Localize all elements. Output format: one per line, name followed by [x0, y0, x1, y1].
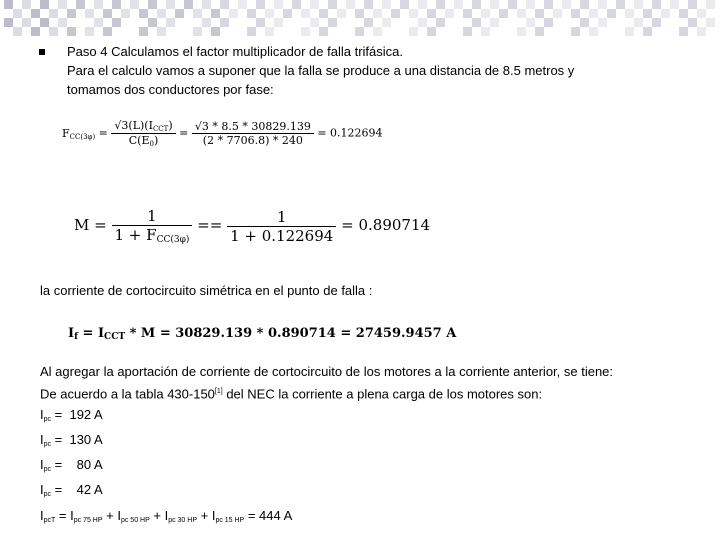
checker-square: [40, 18, 49, 27]
checker-square: [337, 9, 346, 18]
checker-square: [4, 18, 13, 27]
checker-square: [310, 18, 319, 27]
checker-square: [697, 27, 706, 36]
checker-square: [634, 0, 643, 9]
m-equals-1: =: [94, 216, 107, 234]
checker-square: [157, 9, 166, 18]
checker-square: [166, 0, 175, 9]
if-rest: * M = 30829.139 * 0.890714 = 27459.9457 A: [129, 326, 457, 341]
checker-square: [427, 27, 436, 36]
fcc-equals-3: =: [317, 126, 327, 140]
checker-square: [265, 9, 274, 18]
checker-square: [265, 27, 274, 36]
checker-square: [202, 18, 211, 27]
checker-square: [49, 9, 58, 18]
fcc-result: 0.122694: [330, 126, 383, 140]
step-line-3: tomamos dos conductores por fase:: [67, 82, 274, 97]
checker-square: [247, 9, 256, 18]
checker-square: [409, 9, 418, 18]
checker-square: [301, 27, 310, 36]
checker-square: [139, 9, 148, 18]
checker-square: [175, 9, 184, 18]
step-line-2: Para el calculo vamos a suponer que la falla se produce a una distancia de 8.5 metros y: [67, 63, 575, 78]
checker-square: [112, 18, 121, 27]
contribution-line-2: De acuerdo a la tabla 430-150[1] del NEC la corriente a plena carga de los motores son:: [40, 386, 543, 402]
checker-square: [643, 27, 652, 36]
checker-square: [382, 18, 391, 27]
step-4-text: [67, 42, 574, 99]
checker-square: [517, 9, 526, 18]
checker-square: [499, 9, 508, 18]
checker-square: [535, 9, 544, 18]
checker-square: [481, 9, 490, 18]
checker-square: [310, 0, 319, 9]
checker-square: [643, 9, 652, 18]
checker-square: [130, 0, 139, 9]
checker-square: [328, 0, 337, 9]
checker-square: [121, 9, 130, 18]
formula-fcc: [62, 119, 383, 148]
fcc-denominator-2: (2 * 7706.8) * 240: [202, 134, 303, 147]
checker-square: [58, 18, 67, 27]
checker-square: [364, 18, 373, 27]
checker-square: [13, 9, 22, 18]
m-lhs: M: [74, 216, 90, 234]
checker-square: [103, 27, 112, 36]
checker-square: [526, 0, 535, 9]
checker-square: [661, 9, 670, 18]
checker-square: [598, 18, 607, 27]
checker-square: [202, 0, 211, 9]
checker-square: [517, 27, 526, 36]
checker-square: [319, 9, 328, 18]
checker-square: [436, 18, 445, 27]
if-equals: =: [82, 326, 94, 341]
checker-square: [94, 0, 103, 9]
checker-square: [112, 0, 121, 9]
current-line-1: $I_{pc} = 192$ A: [40, 406, 103, 423]
checker-square: [607, 9, 616, 18]
checker-square: [184, 0, 193, 9]
checker-square: [157, 27, 166, 36]
checker-square: [679, 27, 688, 36]
checker-square: [445, 9, 454, 18]
m-denominator-2: 1 + 0.122694: [230, 226, 334, 245]
checker-square: [679, 9, 688, 18]
checker-square: [391, 9, 400, 18]
current-line-4: $I_{pc}$ = 42 A: [40, 482, 103, 499]
checker-square: [13, 27, 22, 36]
checker-square: [544, 18, 553, 27]
checker-square: [625, 9, 634, 18]
checker-square: [238, 0, 247, 9]
checker-square: [472, 0, 481, 9]
checker-square: [22, 18, 31, 27]
checker-square: [697, 9, 706, 18]
formula-m: [74, 207, 430, 245]
current-line-2: $I_{pc} = 130$ A: [40, 431, 103, 448]
checker-square: [256, 18, 265, 27]
checker-square: [580, 18, 589, 27]
checker-square: [625, 27, 634, 36]
if-lhs: $I_f$: [68, 326, 78, 342]
checker-square: [76, 0, 85, 9]
checker-square: [598, 0, 607, 9]
checker-square: [472, 18, 481, 27]
checker-square: [652, 18, 661, 27]
checker-square: [283, 9, 292, 18]
checker-square: [139, 27, 148, 36]
fcc-equals-2: =: [179, 126, 189, 140]
checker-square: [490, 0, 499, 9]
footnote-ref[interactable]: [1]: [214, 388, 223, 396]
checker-square: [301, 9, 310, 18]
m-fraction-2: [227, 208, 336, 245]
checker-square: [481, 27, 490, 36]
checker-square: [166, 18, 175, 27]
checker-square: [364, 0, 373, 9]
checker-square: [382, 0, 391, 9]
checker-square: [634, 18, 643, 27]
checker-square: [454, 0, 463, 9]
checker-square: [274, 0, 283, 9]
checker-square: [67, 9, 76, 18]
checker-square: [328, 18, 337, 27]
fcc-fraction-1: [111, 119, 175, 148]
checker-square: [670, 0, 679, 9]
m-equals-2: ==: [197, 216, 223, 234]
checker-square: [148, 18, 157, 27]
m-numerator-2: 1: [276, 207, 287, 226]
motor-contribution-paragraph: [40, 362, 613, 531]
checker-square: [67, 27, 76, 36]
checker-square: [274, 18, 283, 27]
if-icct: $I_{CCT}$: [97, 326, 126, 342]
checker-square: [427, 9, 436, 18]
checker-square: [256, 0, 265, 9]
checker-square: [706, 18, 715, 27]
checker-square: [85, 9, 94, 18]
checker-square: [535, 27, 544, 36]
checker-square: [616, 0, 625, 9]
checker-square: [553, 9, 562, 18]
checker-square: [418, 0, 427, 9]
checker-square: [103, 9, 112, 18]
m-numerator-1: 1: [147, 207, 157, 225]
current-line-3: $I_{pc}$ = 80 A: [40, 457, 103, 474]
checkered-header-decoration: [0, 0, 720, 40]
fcc-numerator-1: $√3(L)(I_{CCT})$: [114, 119, 173, 133]
checker-square: [346, 0, 355, 9]
checker-square: [292, 0, 301, 9]
checker-square: [31, 27, 40, 36]
checker-square: [4, 0, 13, 9]
checker-square: [94, 18, 103, 27]
checker-square: [400, 0, 409, 9]
checker-square: [22, 0, 31, 9]
checker-square: [193, 9, 202, 18]
checker-square: [526, 18, 535, 27]
m-equals-3: =: [341, 216, 354, 234]
checker-square: [580, 0, 589, 9]
checker-square: [508, 0, 517, 9]
checker-square: [571, 9, 580, 18]
checker-square: [58, 0, 67, 9]
fcc-numerator-2: √3 * 8.5 * 30829.139: [194, 120, 311, 133]
checker-square: [418, 18, 427, 27]
checker-square: [373, 27, 382, 36]
checker-square: [463, 27, 472, 36]
checker-square: [562, 0, 571, 9]
total-current-line: $I_{pcT} = I_{pc 75 HP} + I_{pc 50 HP} + I_{pc 30 HP} + I_{pc 15 HP} = 444$ A: [40, 507, 293, 524]
checker-square: [571, 27, 580, 36]
checker-square: [49, 27, 58, 36]
checker-square: [589, 27, 598, 36]
checker-square: [211, 9, 220, 18]
square-bullet-icon: [39, 49, 45, 55]
checker-square: [148, 0, 157, 9]
fcc-denominator-1: $C(E_0)$: [128, 134, 159, 148]
checker-square: [247, 27, 256, 36]
checker-square: [652, 0, 661, 9]
m-result: 0.890714: [358, 216, 431, 234]
checker-square: [355, 27, 364, 36]
checker-square: [436, 0, 445, 9]
checker-square: [463, 9, 472, 18]
checker-square: [688, 0, 697, 9]
checker-square: [409, 27, 418, 36]
fcc-equals-1: =: [98, 126, 108, 140]
checker-square: [355, 9, 364, 18]
m-denominator-1: $1 + F_{CC(3\varphi)}$: [114, 226, 190, 245]
checker-square: [220, 0, 229, 9]
m-fraction-1: [112, 207, 193, 245]
formula-if: [68, 326, 456, 342]
checker-square: [193, 27, 202, 36]
checker-square: [688, 18, 697, 27]
fcc-lhs: $F_{CC(3\varphi)}$: [62, 126, 96, 141]
contribution-line-1: Al agregar la aportación de corriente de cortocircuito de los motores a la corriente anterior, se tiene:: [40, 364, 614, 379]
symmetric-current-text: la corriente de cortocircuito simétrica en el punto de falla :: [40, 283, 373, 298]
checker-square: [490, 18, 499, 27]
checker-square: [220, 18, 229, 27]
checker-square: [544, 0, 553, 9]
checker-square: [85, 27, 94, 36]
checker-square: [31, 9, 40, 18]
checker-square: [706, 0, 715, 9]
step-line-1: Paso 4 Calculamos el factor multiplicador de falla trifásica.: [67, 44, 403, 59]
checker-square: [589, 9, 598, 18]
checker-square: [211, 27, 220, 36]
fcc-fraction-2: [192, 120, 314, 147]
checker-square: [319, 27, 328, 36]
checker-square: [40, 0, 49, 9]
checker-square: [373, 9, 382, 18]
checker-square: [229, 9, 238, 18]
